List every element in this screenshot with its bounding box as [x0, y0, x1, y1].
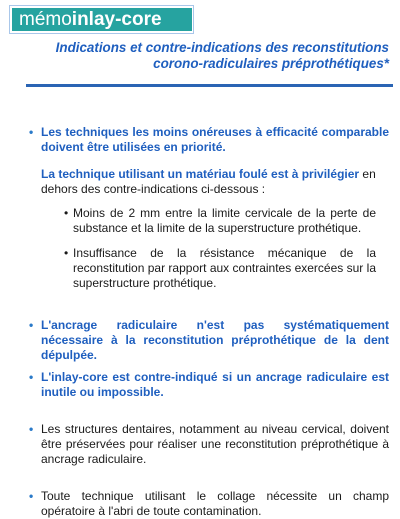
sub-bullet-1-dot: • — [64, 206, 69, 220]
bullet-5-text: Toute technique utilisant le collage nécessite un champ opératoire à l'abri de toute contamination. — [41, 489, 389, 518]
bullet-2-text: L'ancrage radiculaire n'est pas systématiquement nécessaire à la reconstitution préprothétique de la dent dépulpée. — [41, 318, 389, 362]
bullet-1-detail — [41, 167, 391, 197]
bullet-2 — [29, 318, 389, 363]
bullet-3-dot: • — [29, 370, 34, 384]
bullet-3 — [29, 370, 389, 400]
bullet-3-text: L'inlay-core est contre-indiqué si un ancrage radiculaire est inutile ou impossible. — [41, 370, 389, 399]
document-title — [29, 40, 389, 72]
bullet-1 — [29, 125, 389, 155]
logo-bold: inlay-core — [71, 9, 162, 30]
sub-bullet-1-text: Moins de 2 mm entre la limite cervicale de la perte de substance et la limite de la superstructure prothétique. — [73, 206, 376, 235]
bullet-5-dot: • — [29, 489, 34, 503]
title-line-1: Indications et contre-indications des reconstitutions — [55, 40, 389, 55]
logo-light: mémo — [19, 9, 72, 30]
bullet-4-dot: • — [29, 422, 34, 436]
sub-bullet-1 — [64, 206, 376, 236]
bullet-2-dot: • — [29, 318, 34, 332]
logo — [19, 8, 162, 31]
title-divider — [26, 84, 393, 87]
bullet-1-text: Les techniques les moins onéreuses à efficacité comparable doivent être utilisées en priorité. — [41, 125, 389, 154]
sub-bullet-2-dot: • — [64, 246, 69, 260]
bullet-1-dot: • — [29, 125, 34, 139]
sub-bullet-2 — [64, 246, 376, 291]
bullet-1-detail-bold: La technique utilisant un matériau foulé est à privilégier — [41, 167, 360, 181]
sub-bullet-2-text: Insuffisance de la résistance mécanique de la reconstitution par rapport aux contraintes exercées sur la superstructure prothétique. — [73, 246, 376, 290]
bullet-5 — [29, 489, 389, 519]
bullet-4-text: Les structures dentaires, notamment au niveau cervical, doivent être préservées pour réaliser une reconstitution préprothétique à ancrage radiculaire. — [41, 422, 389, 466]
title-line-2: corono-radiculaires préprothétiques* — [153, 56, 389, 71]
bullet-1-detail-rest: en dehors des contre-indications ci-dessous : — [41, 167, 376, 196]
bullet-4 — [29, 422, 389, 467]
